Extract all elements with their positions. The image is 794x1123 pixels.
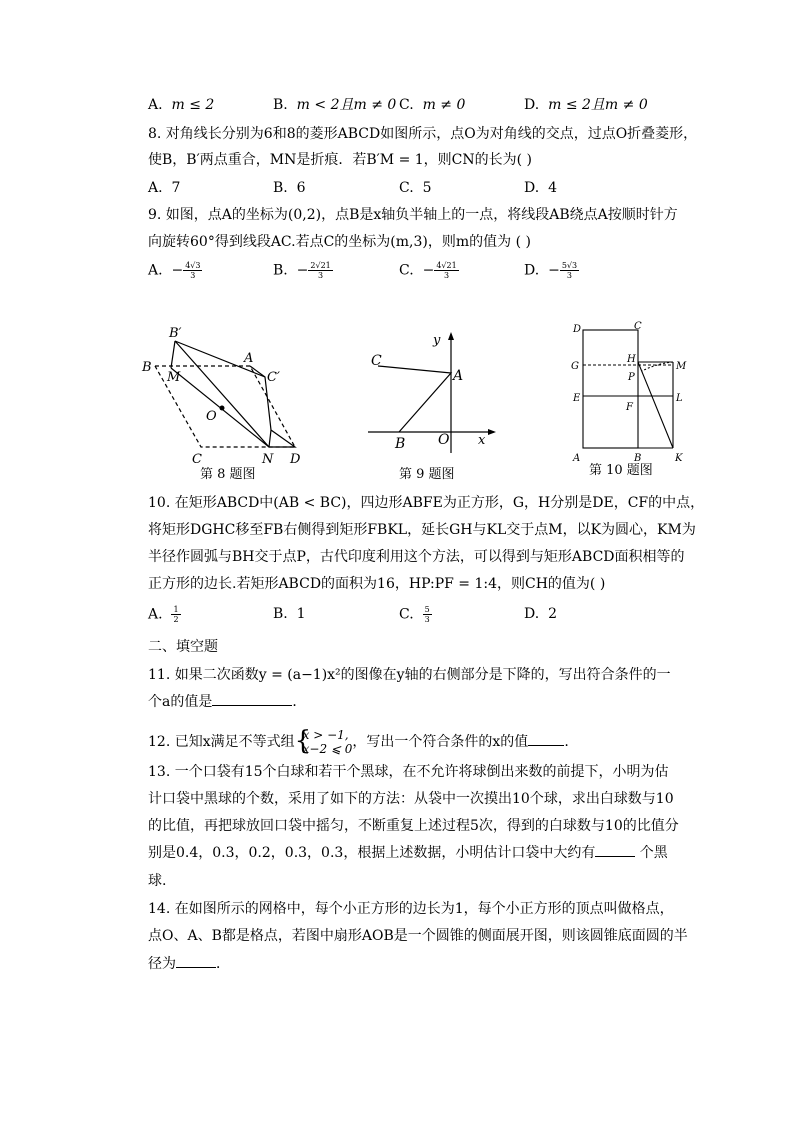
fig10-rect-abcd (583, 330, 638, 448)
fig10-label-p: P (628, 372, 635, 383)
q9-option-a: A. − $\frac{4√3}{3}$ (148, 261, 201, 280)
fig10-label-m: M (676, 361, 687, 372)
q14-line2: 点O、A、B都是格点，若图中扇形AOB是一个圆锥的侧面展开图，则该圆锥底面圆的半 (148, 928, 688, 944)
q14-line3: 径为 ． (148, 956, 230, 972)
q13-answer-blank[interactable] (595, 844, 635, 857)
q8-line2: 使B，B′两点重合，MN是折痕．若B′M = 1，则CN的长为( ) (148, 152, 533, 168)
fig9-label-x: x (478, 433, 486, 448)
q10-line1: 10. 在矩形ABCD中(AB < BC)，四边形ABFE为正方形，G，H分别是DE，CF的中点， (148, 495, 705, 511)
q10-line4: 正方形的边长.若矩形ABCD的面积为16，HP:PF = 1:4，则CH的值为( ) (148, 576, 606, 592)
q9-option-c: C. − $\frac{4√21}{3}$ (399, 261, 457, 280)
fig10-label-d: D (573, 324, 582, 335)
q10-option-c: C. $\frac{5}{3}$ (399, 605, 430, 624)
fig8-folded-shape (175, 341, 295, 447)
q8-option-a: A. 7 (148, 180, 181, 196)
fig9-label-y: y (433, 333, 441, 348)
fig10-label-g: G (571, 361, 579, 372)
fig9-label-b: B (395, 436, 406, 452)
q7-option-a: A. m ≤ 2 (148, 97, 215, 113)
fig10-label-a: A (573, 453, 581, 464)
fig9-y-arrow (448, 332, 454, 340)
q9-option-d: D. − $\frac{5√3}{3}$ (524, 261, 578, 280)
q11-line2: 个a的值是 ． (148, 694, 307, 710)
fig10-caption: 第 10 题图 (589, 463, 653, 478)
q12-answer-blank[interactable] (528, 733, 564, 746)
q14-answer-blank[interactable] (176, 955, 216, 968)
q13-line1: 13. 一个口袋有15个白球和若干个黑球，在不允许将球倒出来数的前提下，小明为估 (148, 764, 669, 780)
q9-line1: 9. 如图，点A的坐标为(0,2)，点B是x轴负半轴上的一点，将线段AB绕点A按顺时针方 (148, 207, 678, 223)
q12-line: 12. 已知x满足不等式组 { x > −1, x−2 ⩽ 0 ，写出一个符合条件的x的值 . (148, 726, 569, 756)
fig9-label-o: O (438, 432, 450, 448)
fig10-label-b: B (634, 453, 642, 464)
q10-line2: 将矩形DGHC移至FB右侧得到矩形FBKL，延长GH与KL交于点M，以K为圆心，KM为 (148, 522, 696, 538)
q11-answer-blank[interactable] (212, 693, 292, 706)
q13-line2: 计口袋中黑球的个数，采用了如下的方法：从袋中一次摸出10个球，求出白球数与10 (148, 791, 674, 807)
q7-option-c: C. m ≠ 0 (399, 97, 466, 113)
figure-10 (565, 318, 695, 468)
fig9-caption: 第 9 题图 (399, 467, 455, 482)
fig9-segments (378, 366, 451, 432)
fig8-point-o (220, 406, 225, 411)
fig8-label-cp: C′ (267, 370, 280, 385)
fig10-label-f: F (626, 402, 633, 413)
fig10-label-l: L (676, 393, 683, 404)
fig10-label-h: H (627, 354, 636, 365)
fig8-label-a: A (244, 351, 254, 366)
fig9-x-arrow (488, 429, 496, 435)
fig10-label-c: C (634, 321, 642, 332)
q13-line3: 的比值，再把球放回口袋中摇匀，不断重复上述过程5次，得到的白球数与10的比值分 (148, 818, 679, 834)
q10-option-a: A. $\frac{1}{2}$ (148, 605, 179, 624)
q8-option-c: C. 5 (399, 180, 432, 196)
q13-line5: 球. (148, 873, 167, 889)
q8-option-d: D. 4 (524, 180, 558, 196)
q8-option-b: B. 6 (273, 180, 306, 196)
fig10-label-k: K (675, 453, 683, 464)
fig8-label-b: B (142, 360, 152, 375)
fig8-label-c: C (192, 452, 202, 467)
q9-option-b: B. − $\frac{2√21}{3}$ (273, 261, 331, 280)
q7-option-b: B. m < 2且m ≠ 0 (273, 97, 397, 113)
fig9-label-c: C (371, 353, 382, 369)
q7-option-d: D. m ≤ 2且m ≠ 0 (524, 97, 648, 113)
fig10-arc (642, 362, 673, 371)
q9-line2: 向旋转60°得到线段AC.若点C的坐标为(m,3)，则m的值为 ( ) (148, 234, 531, 250)
fig10-label-e: E (573, 393, 581, 404)
q8-line1: 8. 对角线长分别为6和8的菱形ABCD如图所示，点O为对角线的交点，过点O折叠菱形， (148, 126, 698, 142)
fig8-caption: 第 8 题图 (200, 467, 256, 482)
section-title: 二、填空题 (148, 639, 218, 655)
figure-9 (360, 328, 500, 458)
fig8-label-o: O (206, 409, 217, 424)
fig8-label-d: D (290, 452, 301, 467)
fig8-label-bp: B′ (169, 326, 182, 341)
q10-line3: 半径作圆弧与BH交于点P，古代印度利用这个方法，可以得到与矩形ABCD面积相等的 (148, 549, 685, 565)
q12-inequality-system: { x > −1, x−2 ⩽ 0 (294, 726, 353, 756)
fig8-label-n: N (262, 452, 274, 467)
fig8-label-m: M (167, 370, 181, 385)
q14-line1: 14. 在如图所示的网格中，每个小正方形的边长为1，每个小正方形的顶点叫做格点， (148, 901, 674, 917)
q11-line1: 11. 如果二次函数y = (a−1)x²的图像在y轴的右侧部分是下降的，写出符合条件的一 (148, 667, 671, 683)
fig10-bh (638, 362, 673, 448)
q13-line4: 别是0.4，0.3，0.2，0.3，0.3，根据上述数据，小明估计口袋中大约有 个黑 (148, 845, 668, 861)
q10-option-d: D. 2 (524, 606, 558, 622)
q10-option-b: B. 1 (273, 606, 306, 622)
figure-8 (140, 320, 310, 480)
fig9-label-a: A (453, 368, 464, 384)
